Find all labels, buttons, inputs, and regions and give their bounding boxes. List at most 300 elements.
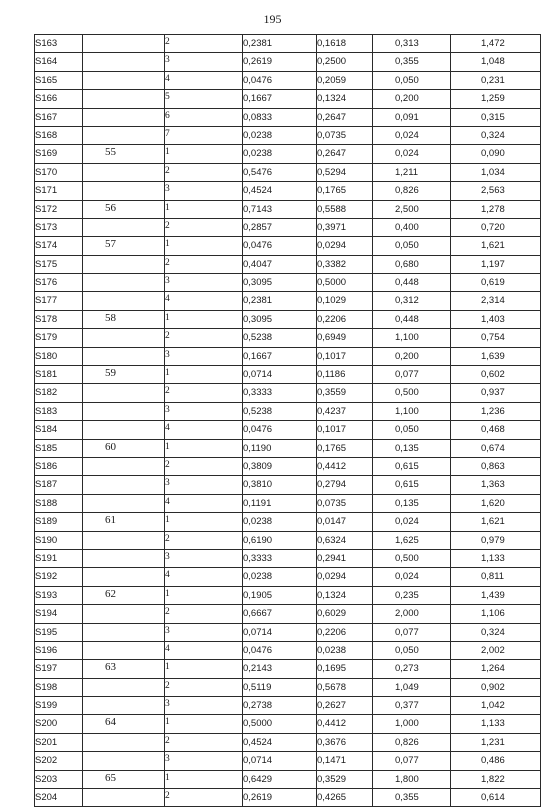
sample-id-cell: S204 <box>35 789 83 807</box>
sample-id-cell: S185 <box>35 439 83 457</box>
index-cell <box>165 660 243 678</box>
index-cell-text: 7 <box>165 128 170 139</box>
value-4-cell: 0,324 <box>451 623 541 641</box>
value-2-cell: 0,2794 <box>317 476 373 494</box>
group-cell <box>83 457 165 475</box>
index-cell <box>165 35 243 53</box>
value-2-cell: 0,2206 <box>317 310 373 328</box>
index-cell <box>165 71 243 89</box>
sample-id-cell: S173 <box>35 218 83 236</box>
value-4-cell: 0,324 <box>451 126 541 144</box>
value-1-cell: 0,2619 <box>243 789 317 807</box>
sample-id-cell: S196 <box>35 641 83 659</box>
value-3-cell: 0,273 <box>373 660 451 678</box>
value-2-cell: 0,2500 <box>317 53 373 71</box>
index-cell <box>165 237 243 255</box>
value-2-cell: 0,0294 <box>317 568 373 586</box>
value-3-cell: 0,377 <box>373 697 451 715</box>
value-3-cell: 0,050 <box>373 71 451 89</box>
index-cell <box>165 200 243 218</box>
value-1-cell: 0,0714 <box>243 752 317 770</box>
value-3-cell: 0,077 <box>373 366 451 384</box>
sample-id-cell: S198 <box>35 678 83 696</box>
value-2-cell: 0,0147 <box>317 513 373 531</box>
index-cell-text: 2 <box>165 791 170 802</box>
value-2-cell: 0,0735 <box>317 126 373 144</box>
table-row <box>35 200 541 218</box>
value-4-cell: 1,236 <box>451 402 541 420</box>
index-cell <box>165 605 243 623</box>
value-1-cell: 0,2381 <box>243 35 317 53</box>
value-3-cell: 1,100 <box>373 402 451 420</box>
index-cell-text: 3 <box>165 754 170 765</box>
index-cell <box>165 678 243 696</box>
group-cell-text: 56 <box>105 201 116 214</box>
sample-id-cell: S181 <box>35 366 83 384</box>
value-4-cell: 0,468 <box>451 421 541 439</box>
sample-id-cell: S178 <box>35 310 83 328</box>
sample-id-cell: S186 <box>35 457 83 475</box>
index-cell <box>165 366 243 384</box>
group-cell <box>83 733 165 751</box>
value-4-cell: 2,002 <box>451 641 541 659</box>
value-1-cell: 0,0714 <box>243 366 317 384</box>
sample-id-cell: S190 <box>35 531 83 549</box>
table-row <box>35 513 541 531</box>
sample-id-cell: S167 <box>35 108 83 126</box>
group-cell <box>83 660 165 678</box>
value-3-cell: 0,200 <box>373 347 451 365</box>
value-1-cell: 0,3333 <box>243 549 317 567</box>
sample-id-cell: S163 <box>35 35 83 53</box>
sample-id-cell: S170 <box>35 163 83 181</box>
value-4-cell: 1,822 <box>451 770 541 788</box>
index-cell <box>165 752 243 770</box>
table-row <box>35 641 541 659</box>
index-cell <box>165 697 243 715</box>
value-3-cell: 0,200 <box>373 90 451 108</box>
group-cell-text: 63 <box>105 661 116 674</box>
value-1-cell: 0,6667 <box>243 605 317 623</box>
index-cell <box>165 90 243 108</box>
value-3-cell: 0,024 <box>373 568 451 586</box>
index-cell-text: 2 <box>165 459 170 470</box>
value-3-cell: 0,050 <box>373 641 451 659</box>
value-3-cell: 0,135 <box>373 494 451 512</box>
value-3-cell: 0,091 <box>373 108 451 126</box>
value-4-cell: 1,042 <box>451 697 541 715</box>
value-3-cell: 1,049 <box>373 678 451 696</box>
sample-id-cell: S176 <box>35 274 83 292</box>
index-cell-text: 3 <box>165 55 170 66</box>
value-1-cell: 0,0238 <box>243 513 317 531</box>
group-cell <box>83 366 165 384</box>
index-cell <box>165 182 243 200</box>
group-cell <box>83 71 165 89</box>
index-cell <box>165 292 243 310</box>
value-3-cell: 0,312 <box>373 292 451 310</box>
group-cell <box>83 310 165 328</box>
value-1-cell: 0,0238 <box>243 145 317 163</box>
value-2-cell: 0,6324 <box>317 531 373 549</box>
value-4-cell: 1,621 <box>451 513 541 531</box>
sample-id-cell: S201 <box>35 733 83 751</box>
sample-id-cell: S191 <box>35 549 83 567</box>
sample-id-cell: S175 <box>35 255 83 273</box>
index-cell-text: 2 <box>165 386 170 397</box>
table-row <box>35 163 541 181</box>
index-cell-text: 1 <box>165 147 170 158</box>
value-1-cell: 0,0476 <box>243 237 317 255</box>
value-1-cell: 0,2381 <box>243 292 317 310</box>
value-4-cell: 1,439 <box>451 586 541 604</box>
table-row <box>35 623 541 641</box>
index-cell-text: 1 <box>165 202 170 213</box>
group-cell <box>83 789 165 807</box>
table-row <box>35 660 541 678</box>
index-cell <box>165 513 243 531</box>
value-3-cell: 0,313 <box>373 35 451 53</box>
index-cell <box>165 255 243 273</box>
table-row <box>35 494 541 512</box>
value-4-cell: 1,197 <box>451 255 541 273</box>
sample-id-cell: S174 <box>35 237 83 255</box>
value-3-cell: 1,625 <box>373 531 451 549</box>
index-cell <box>165 53 243 71</box>
value-2-cell: 0,2206 <box>317 623 373 641</box>
table-row <box>35 182 541 200</box>
group-cell <box>83 513 165 531</box>
index-cell-text: 3 <box>165 551 170 562</box>
table-row <box>35 71 541 89</box>
index-cell <box>165 329 243 347</box>
value-2-cell: 0,1765 <box>317 439 373 457</box>
value-1-cell: 0,0238 <box>243 126 317 144</box>
index-cell-text: 4 <box>165 570 170 581</box>
group-cell <box>83 145 165 163</box>
value-2-cell: 0,1765 <box>317 182 373 200</box>
table-row <box>35 421 541 439</box>
table-row <box>35 789 541 807</box>
value-2-cell: 0,0735 <box>317 494 373 512</box>
index-cell-text: 3 <box>165 404 170 415</box>
group-cell <box>83 586 165 604</box>
index-cell <box>165 494 243 512</box>
value-3-cell: 0,680 <box>373 255 451 273</box>
table-row <box>35 715 541 733</box>
value-2-cell: 0,1017 <box>317 347 373 365</box>
value-2-cell: 0,4412 <box>317 457 373 475</box>
value-2-cell: 0,1029 <box>317 292 373 310</box>
value-3-cell: 2,500 <box>373 200 451 218</box>
group-cell <box>83 200 165 218</box>
value-1-cell: 0,5476 <box>243 163 317 181</box>
group-cell-text: 58 <box>105 311 116 324</box>
table-row <box>35 697 541 715</box>
value-4-cell: 0,486 <box>451 752 541 770</box>
value-3-cell: 0,077 <box>373 752 451 770</box>
value-1-cell: 0,6190 <box>243 531 317 549</box>
value-4-cell: 0,619 <box>451 274 541 292</box>
table-row <box>35 329 541 347</box>
value-2-cell: 0,2647 <box>317 145 373 163</box>
table-row <box>35 549 541 567</box>
index-cell <box>165 421 243 439</box>
index-cell-text: 1 <box>165 441 170 452</box>
value-1-cell: 0,1905 <box>243 586 317 604</box>
value-3-cell: 1,211 <box>373 163 451 181</box>
value-2-cell: 0,5678 <box>317 678 373 696</box>
value-1-cell: 0,3095 <box>243 310 317 328</box>
sample-id-cell: S184 <box>35 421 83 439</box>
value-4-cell: 0,754 <box>451 329 541 347</box>
sample-id-cell: S200 <box>35 715 83 733</box>
index-cell <box>165 789 243 807</box>
table-row <box>35 310 541 328</box>
index-cell <box>165 310 243 328</box>
value-3-cell: 1,800 <box>373 770 451 788</box>
index-cell <box>165 163 243 181</box>
index-cell-text: 1 <box>165 515 170 526</box>
sample-id-cell: S182 <box>35 384 83 402</box>
value-2-cell: 0,4237 <box>317 402 373 420</box>
sample-id-cell: S194 <box>35 605 83 623</box>
page-number: 195 <box>263 12 282 26</box>
index-cell-text: 2 <box>165 37 170 47</box>
group-cell <box>83 678 165 696</box>
value-3-cell: 0,355 <box>373 789 451 807</box>
index-cell <box>165 586 243 604</box>
table-row <box>35 733 541 751</box>
value-4-cell: 0,315 <box>451 108 541 126</box>
index-cell <box>165 715 243 733</box>
group-cell <box>83 715 165 733</box>
value-4-cell: 1,133 <box>451 715 541 733</box>
group-cell-text: 61 <box>105 514 116 527</box>
value-4-cell: 0,231 <box>451 71 541 89</box>
group-cell <box>83 641 165 659</box>
table-row <box>35 678 541 696</box>
group-cell <box>83 347 165 365</box>
table-row <box>35 255 541 273</box>
group-cell-text: 57 <box>105 238 116 251</box>
value-4-cell: 0,602 <box>451 366 541 384</box>
table-row <box>35 457 541 475</box>
group-cell <box>83 605 165 623</box>
group-cell <box>83 402 165 420</box>
value-1-cell: 0,7143 <box>243 200 317 218</box>
index-cell-text: 3 <box>165 276 170 287</box>
table-row <box>35 274 541 292</box>
value-1-cell: 0,0714 <box>243 623 317 641</box>
sample-id-cell: S187 <box>35 476 83 494</box>
value-3-cell: 0,826 <box>373 182 451 200</box>
sample-id-cell: S165 <box>35 71 83 89</box>
index-cell-text: 2 <box>165 607 170 618</box>
value-1-cell: 0,3809 <box>243 457 317 475</box>
sample-id-cell: S203 <box>35 770 83 788</box>
value-3-cell: 2,000 <box>373 605 451 623</box>
value-1-cell: 0,4524 <box>243 733 317 751</box>
value-2-cell: 0,1324 <box>317 586 373 604</box>
value-3-cell: 0,024 <box>373 513 451 531</box>
sample-id-cell: S202 <box>35 752 83 770</box>
group-cell-text: 64 <box>105 716 116 729</box>
index-cell-text: 4 <box>165 496 170 507</box>
value-4-cell: 1,472 <box>451 35 541 53</box>
table-row <box>35 568 541 586</box>
table-row <box>35 292 541 310</box>
value-4-cell: 0,811 <box>451 568 541 586</box>
index-cell-text: 6 <box>165 110 170 121</box>
value-4-cell: 1,133 <box>451 549 541 567</box>
sample-id-cell: S180 <box>35 347 83 365</box>
index-cell-text: 3 <box>165 625 170 636</box>
table-row <box>35 366 541 384</box>
value-2-cell: 0,5588 <box>317 200 373 218</box>
value-1-cell: 0,2738 <box>243 697 317 715</box>
value-1-cell: 0,2857 <box>243 218 317 236</box>
index-cell-text: 3 <box>165 184 170 195</box>
value-3-cell: 0,024 <box>373 126 451 144</box>
index-cell <box>165 347 243 365</box>
value-2-cell: 0,3971 <box>317 218 373 236</box>
value-4-cell: 0,614 <box>451 789 541 807</box>
value-4-cell: 1,363 <box>451 476 541 494</box>
value-4-cell: 1,106 <box>451 605 541 623</box>
value-2-cell: 0,0294 <box>317 237 373 255</box>
sample-id-cell: S177 <box>35 292 83 310</box>
table-body <box>35 35 541 807</box>
value-3-cell: 0,400 <box>373 218 451 236</box>
value-4-cell: 1,403 <box>451 310 541 328</box>
index-cell-text: 4 <box>165 294 170 305</box>
value-1-cell: 0,5238 <box>243 402 317 420</box>
value-2-cell: 0,5294 <box>317 163 373 181</box>
value-3-cell: 0,077 <box>373 623 451 641</box>
value-3-cell: 0,500 <box>373 384 451 402</box>
sample-id-cell: S199 <box>35 697 83 715</box>
table-row <box>35 586 541 604</box>
value-3-cell: 0,135 <box>373 439 451 457</box>
value-2-cell: 0,1186 <box>317 366 373 384</box>
sample-id-cell: S179 <box>35 329 83 347</box>
group-cell-text: 62 <box>105 587 116 600</box>
sample-id-cell: S164 <box>35 53 83 71</box>
index-cell <box>165 274 243 292</box>
value-3-cell: 0,615 <box>373 457 451 475</box>
group-cell <box>83 163 165 181</box>
value-2-cell: 0,2627 <box>317 697 373 715</box>
value-2-cell: 0,2059 <box>317 71 373 89</box>
index-cell-text: 1 <box>165 588 170 599</box>
index-cell <box>165 476 243 494</box>
group-cell <box>83 274 165 292</box>
value-1-cell: 0,2143 <box>243 660 317 678</box>
group-cell-text: 59 <box>105 367 116 380</box>
table-row <box>35 237 541 255</box>
sample-id-cell: S166 <box>35 90 83 108</box>
index-cell-text: 2 <box>165 735 170 746</box>
group-cell <box>83 126 165 144</box>
value-1-cell: 0,1190 <box>243 439 317 457</box>
index-cell-text: 2 <box>165 257 170 268</box>
group-cell <box>83 292 165 310</box>
index-cell <box>165 549 243 567</box>
index-cell <box>165 457 243 475</box>
value-3-cell: 0,024 <box>373 145 451 163</box>
value-1-cell: 0,1667 <box>243 347 317 365</box>
index-cell-text: 3 <box>165 349 170 360</box>
sample-id-cell: S197 <box>35 660 83 678</box>
value-1-cell: 0,4524 <box>243 182 317 200</box>
index-cell <box>165 641 243 659</box>
index-cell-text: 2 <box>165 680 170 691</box>
group-cell <box>83 476 165 494</box>
value-4-cell: 0,674 <box>451 439 541 457</box>
value-3-cell: 0,826 <box>373 733 451 751</box>
group-cell <box>83 531 165 549</box>
value-4-cell: 1,259 <box>451 90 541 108</box>
value-3-cell: 0,235 <box>373 586 451 604</box>
index-cell-text: 2 <box>165 220 170 231</box>
value-4-cell: 1,264 <box>451 660 541 678</box>
index-cell <box>165 126 243 144</box>
sample-id-cell: S195 <box>35 623 83 641</box>
value-1-cell: 0,0476 <box>243 641 317 659</box>
group-cell <box>83 549 165 567</box>
group-cell-text: 55 <box>105 146 116 159</box>
value-4-cell: 1,034 <box>451 163 541 181</box>
value-2-cell: 0,5000 <box>317 274 373 292</box>
value-1-cell: 0,6429 <box>243 770 317 788</box>
index-cell-text: 5 <box>165 92 170 103</box>
group-cell <box>83 237 165 255</box>
table-row <box>35 770 541 788</box>
sample-id-cell: S168 <box>35 126 83 144</box>
index-cell-text: 1 <box>165 772 170 783</box>
table-row <box>35 439 541 457</box>
value-2-cell: 0,2941 <box>317 549 373 567</box>
value-1-cell: 0,3095 <box>243 274 317 292</box>
index-cell <box>165 531 243 549</box>
sample-id-cell: S193 <box>35 586 83 604</box>
table-row <box>35 384 541 402</box>
value-2-cell: 0,1324 <box>317 90 373 108</box>
value-3-cell: 0,448 <box>373 274 451 292</box>
index-cell-text: 4 <box>165 643 170 654</box>
group-cell-text: 65 <box>105 771 116 784</box>
value-1-cell: 0,5119 <box>243 678 317 696</box>
value-4-cell: 1,639 <box>451 347 541 365</box>
index-cell <box>165 384 243 402</box>
table-row <box>35 108 541 126</box>
index-cell <box>165 733 243 751</box>
value-4-cell: 0,902 <box>451 678 541 696</box>
value-3-cell: 0,615 <box>373 476 451 494</box>
value-3-cell: 0,050 <box>373 421 451 439</box>
group-cell <box>83 421 165 439</box>
value-3-cell: 0,448 <box>373 310 451 328</box>
value-3-cell: 1,000 <box>373 715 451 733</box>
index-cell-text: 3 <box>165 478 170 489</box>
table-row <box>35 145 541 163</box>
value-1-cell: 0,2619 <box>243 53 317 71</box>
value-2-cell: 0,1695 <box>317 660 373 678</box>
value-1-cell: 0,1667 <box>243 90 317 108</box>
value-4-cell: 2,563 <box>451 182 541 200</box>
table-row <box>35 476 541 494</box>
